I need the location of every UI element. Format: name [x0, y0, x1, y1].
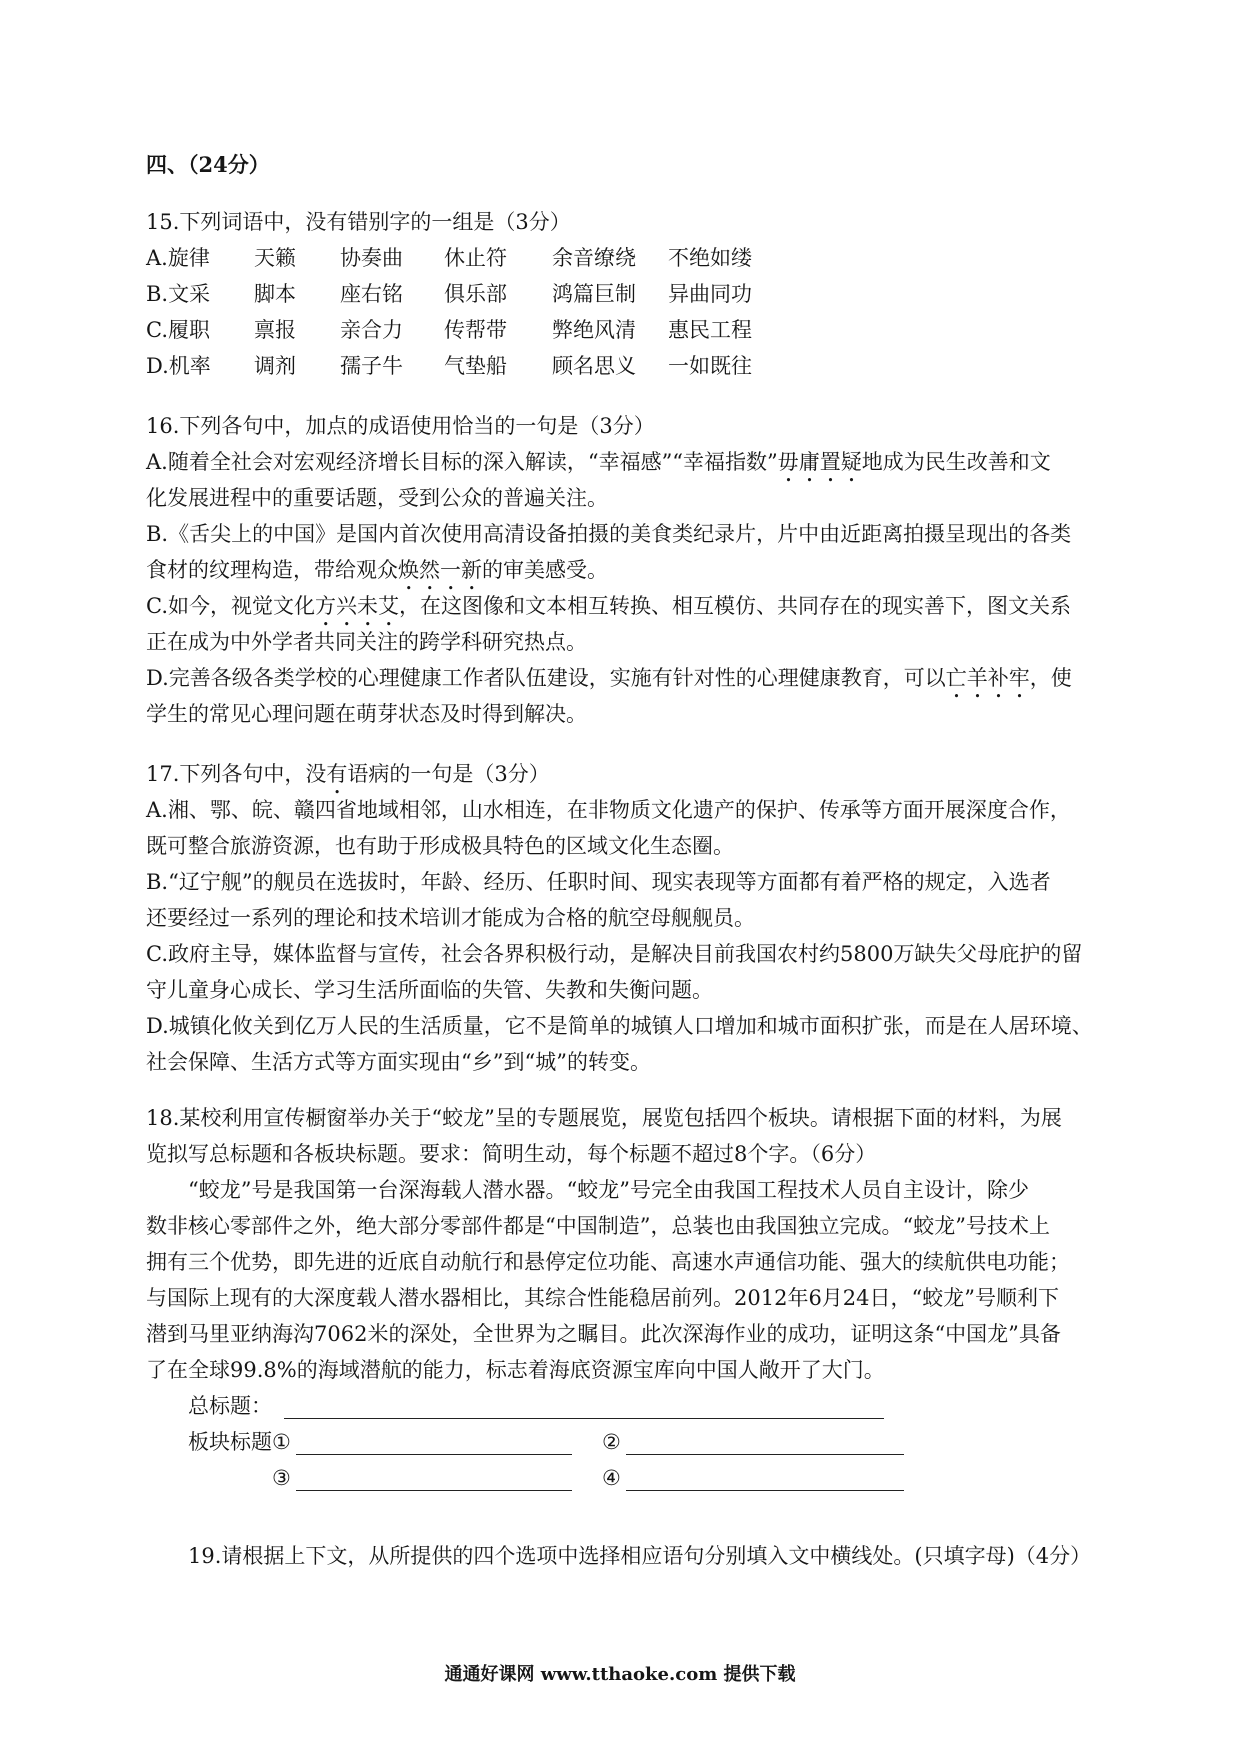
option-word: A.旋律 — [146, 246, 210, 270]
option-text: ，使 — [1029, 666, 1072, 690]
question-18 — [146, 1100, 1106, 1496]
question-17-option-b: B.“辽宁舰”的舰员在选拔时，年龄、经历、任职时间、现实表现等方面都有着严格的规定，入选者 — [146, 870, 1051, 894]
block-title-row-1 — [146, 1424, 1106, 1460]
option-text: A.随着全社会对宏观经济增长目标的深入解读，“幸福感”“幸福指数” — [146, 450, 778, 474]
question-16-option-a — [146, 444, 1106, 480]
option-row — [146, 348, 1106, 384]
option-word: 禀报 — [254, 318, 296, 342]
passage-line: “蛟龙”号是我国第一台深海载人潜水器。“蛟龙”号完全由我国工程技术人员自主设计，除少 — [188, 1178, 1029, 1202]
question-17 — [146, 756, 1106, 1080]
question-16-option-a-cont: 化发展进程中的重要话题，受到公众的普遍关注。 — [146, 486, 608, 510]
option-row — [146, 240, 1106, 276]
dotted-char: 有 — [326, 762, 348, 786]
question-18-stem: 18.某校利用宣传橱窗举办关于“蛟龙”呈的专题展览，展览包括四个板块。请根据下面的材料，为展 — [146, 1106, 1062, 1130]
circle-number-4: ④ — [602, 1466, 621, 1490]
option-word: 传帮带 — [444, 318, 507, 342]
circle-number-2: ② — [602, 1430, 621, 1454]
option-word: 俱乐部 — [444, 282, 507, 306]
question-16-option-c-cont: 正在成为中外学者共同关注的跨学科研究热点。 — [146, 630, 587, 654]
total-title-blank[interactable] — [284, 1392, 884, 1419]
option-text: C.如今，视觉文化 — [146, 594, 315, 618]
section-title: 四、（24分） — [146, 152, 270, 177]
option-word: 顾名思义 — [552, 354, 636, 378]
passage-line: 潜到马里亚纳海沟7062米的深处，全世界为之瞩目。此次深海作业的成功，证明这条“中国龙”具备 — [146, 1322, 1061, 1346]
option-word: C.履职 — [146, 318, 210, 342]
option-text: D.完善各级各类学校的心理健康工作者队伍建设，实施有针对性的心理健康教育，可以 — [146, 666, 946, 690]
question-15-options — [146, 240, 1106, 384]
option-word: 弊绝风清 — [552, 318, 636, 342]
option-text: 食材的纹理构造，带给观众 — [146, 558, 398, 582]
passage-line: 了在全球99.8%的海域潜航的能力，标志着海底资源宝库向中国人敞开了大门。 — [146, 1358, 885, 1382]
option-text: 的审美感受。 — [482, 558, 608, 582]
block-title-row-2 — [146, 1460, 1106, 1496]
option-word: 孺子牛 — [340, 354, 403, 378]
option-word: 脚本 — [254, 282, 296, 306]
circle-number-3: ③ — [272, 1466, 291, 1490]
question-15-stem: 15.下列词语中，没有错别字的一组是（3分） — [146, 210, 571, 234]
question-17-option-a-cont: 既可整合旅游资源，也有助于形成极具特色的区域文化生态圈。 — [146, 834, 734, 858]
question-17-option-a: A.湘、鄂、皖、赣四省地域相邻，山水相连，在非物质文化遗产的保护、传承等方面开展深度合作， — [146, 798, 1071, 822]
question-16-option-d — [146, 660, 1106, 696]
block-title-label: 板块标题 — [188, 1430, 272, 1454]
dotted-idiom: 毋庸置疑 — [777, 450, 862, 474]
question-17-option-d: D.城镇化攸关到亿万人民的生活质量，它不是简单的城镇人口增加和城市面积扩张，而是在人居环境、 — [146, 1014, 1093, 1038]
dotted-idiom: 焕然一新 — [398, 558, 482, 582]
question-17-option-c-cont: 守儿童身心成长、学习生活所面临的失管、失教和失衡问题。 — [146, 978, 713, 1002]
block-title-blank-4[interactable] — [626, 1464, 904, 1491]
option-word: 一如既往 — [668, 354, 752, 378]
option-word: 亲合力 — [340, 318, 403, 342]
footer-credit: 通通好课网 www.tthaoke.com 提供下载 — [444, 1664, 796, 1685]
option-word: 异曲同功 — [668, 282, 752, 306]
option-word: 鸿篇巨制 — [552, 282, 636, 306]
question-17-stem — [146, 756, 1106, 792]
total-title-label: 总标题： — [188, 1394, 272, 1418]
block-title-blank-3[interactable] — [296, 1464, 572, 1491]
option-row — [146, 312, 1106, 348]
question-17-option-c: C.政府主导，媒体监督与宣传，社会各界积极行动，是解决目前我国农村约5800万缺失父母庇护的留 — [146, 942, 1083, 966]
question-16-option-c — [146, 588, 1106, 624]
question-16-option-d-cont: 学生的常见心理问题在萌芽状态及时得到解决。 — [146, 702, 587, 726]
question-17-option-d-cont: 社会保障、生活方式等方面实现由“乡”到“城”的转变。 — [146, 1050, 651, 1074]
option-word: 惠民工程 — [668, 318, 752, 342]
question-17-option-b-cont: 还要经过一系列的理论和技术培训才能成为合格的航空母舰舰员。 — [146, 906, 755, 930]
question-16-option-b: B.《舌尖上的中国》是国内首次使用高清设备拍摄的美食类纪录片，片中由近距离拍摄呈现出的各类 — [146, 522, 1072, 546]
passage-line: 与国际上现有的大深度载人潜水器相比，其综合性能稳居前列。2012年6月24日，“蛟龙”号顺利下 — [146, 1286, 1059, 1310]
option-word: 调剂 — [254, 354, 296, 378]
option-word: 余音缭绕 — [552, 246, 636, 270]
dotted-idiom: 方兴未艾 — [315, 594, 399, 618]
passage-line: 拥有三个优势，即先进的近底自动航行和悬停定位功能、高速水声通信功能、强大的续航供电功能； — [146, 1250, 1070, 1274]
option-word: 座右铭 — [340, 282, 403, 306]
question-19 — [188, 1538, 1108, 1574]
circle-number-1: ① — [272, 1430, 291, 1454]
option-row — [146, 276, 1106, 312]
passage-line: 数非核心零部件之外，绝大部分零部件都是“中国制造”，总装也由我国独立完成。“蛟龙”号技术上 — [146, 1214, 1050, 1238]
total-title-row — [146, 1388, 1106, 1424]
option-word: 天籁 — [254, 246, 296, 270]
option-word: 休止符 — [444, 246, 507, 270]
question-16-option-b-cont — [146, 552, 1106, 588]
dotted-idiom: 亡羊补牢 — [945, 666, 1030, 690]
option-word: D.机率 — [146, 354, 211, 378]
stem-text: 语病的一句是（3分） — [347, 762, 550, 786]
question-19-stem: 19.请根据上下文，从所提供的四个选项中选择相应语句分别填入文中横线处。(只填字母)（4分） — [188, 1544, 1092, 1568]
option-text: ，在这图像和文本相互转换、相互模仿、共同存在的现实善下，图文关系 — [399, 594, 1071, 618]
block-title-blank-2[interactable] — [626, 1428, 904, 1455]
question-16 — [146, 408, 1106, 732]
option-text: 地成为民生改善和文 — [861, 450, 1051, 474]
option-word: 气垫船 — [444, 354, 507, 378]
stem-text: 17.下列各句中，没 — [146, 762, 327, 786]
question-18-stem-cont: 览拟写总标题和各板块标题。要求：简明生动，每个标题不超过8个字。（6分） — [146, 1142, 877, 1166]
question-16-stem: 16.下列各句中，加点的成语使用恰当的一句是（3分） — [146, 414, 655, 438]
option-word: 不绝如缕 — [668, 246, 752, 270]
option-word: B.文采 — [146, 282, 211, 306]
option-word: 协奏曲 — [340, 246, 403, 270]
question-15 — [146, 204, 1106, 384]
block-title-blank-1[interactable] — [296, 1428, 572, 1455]
